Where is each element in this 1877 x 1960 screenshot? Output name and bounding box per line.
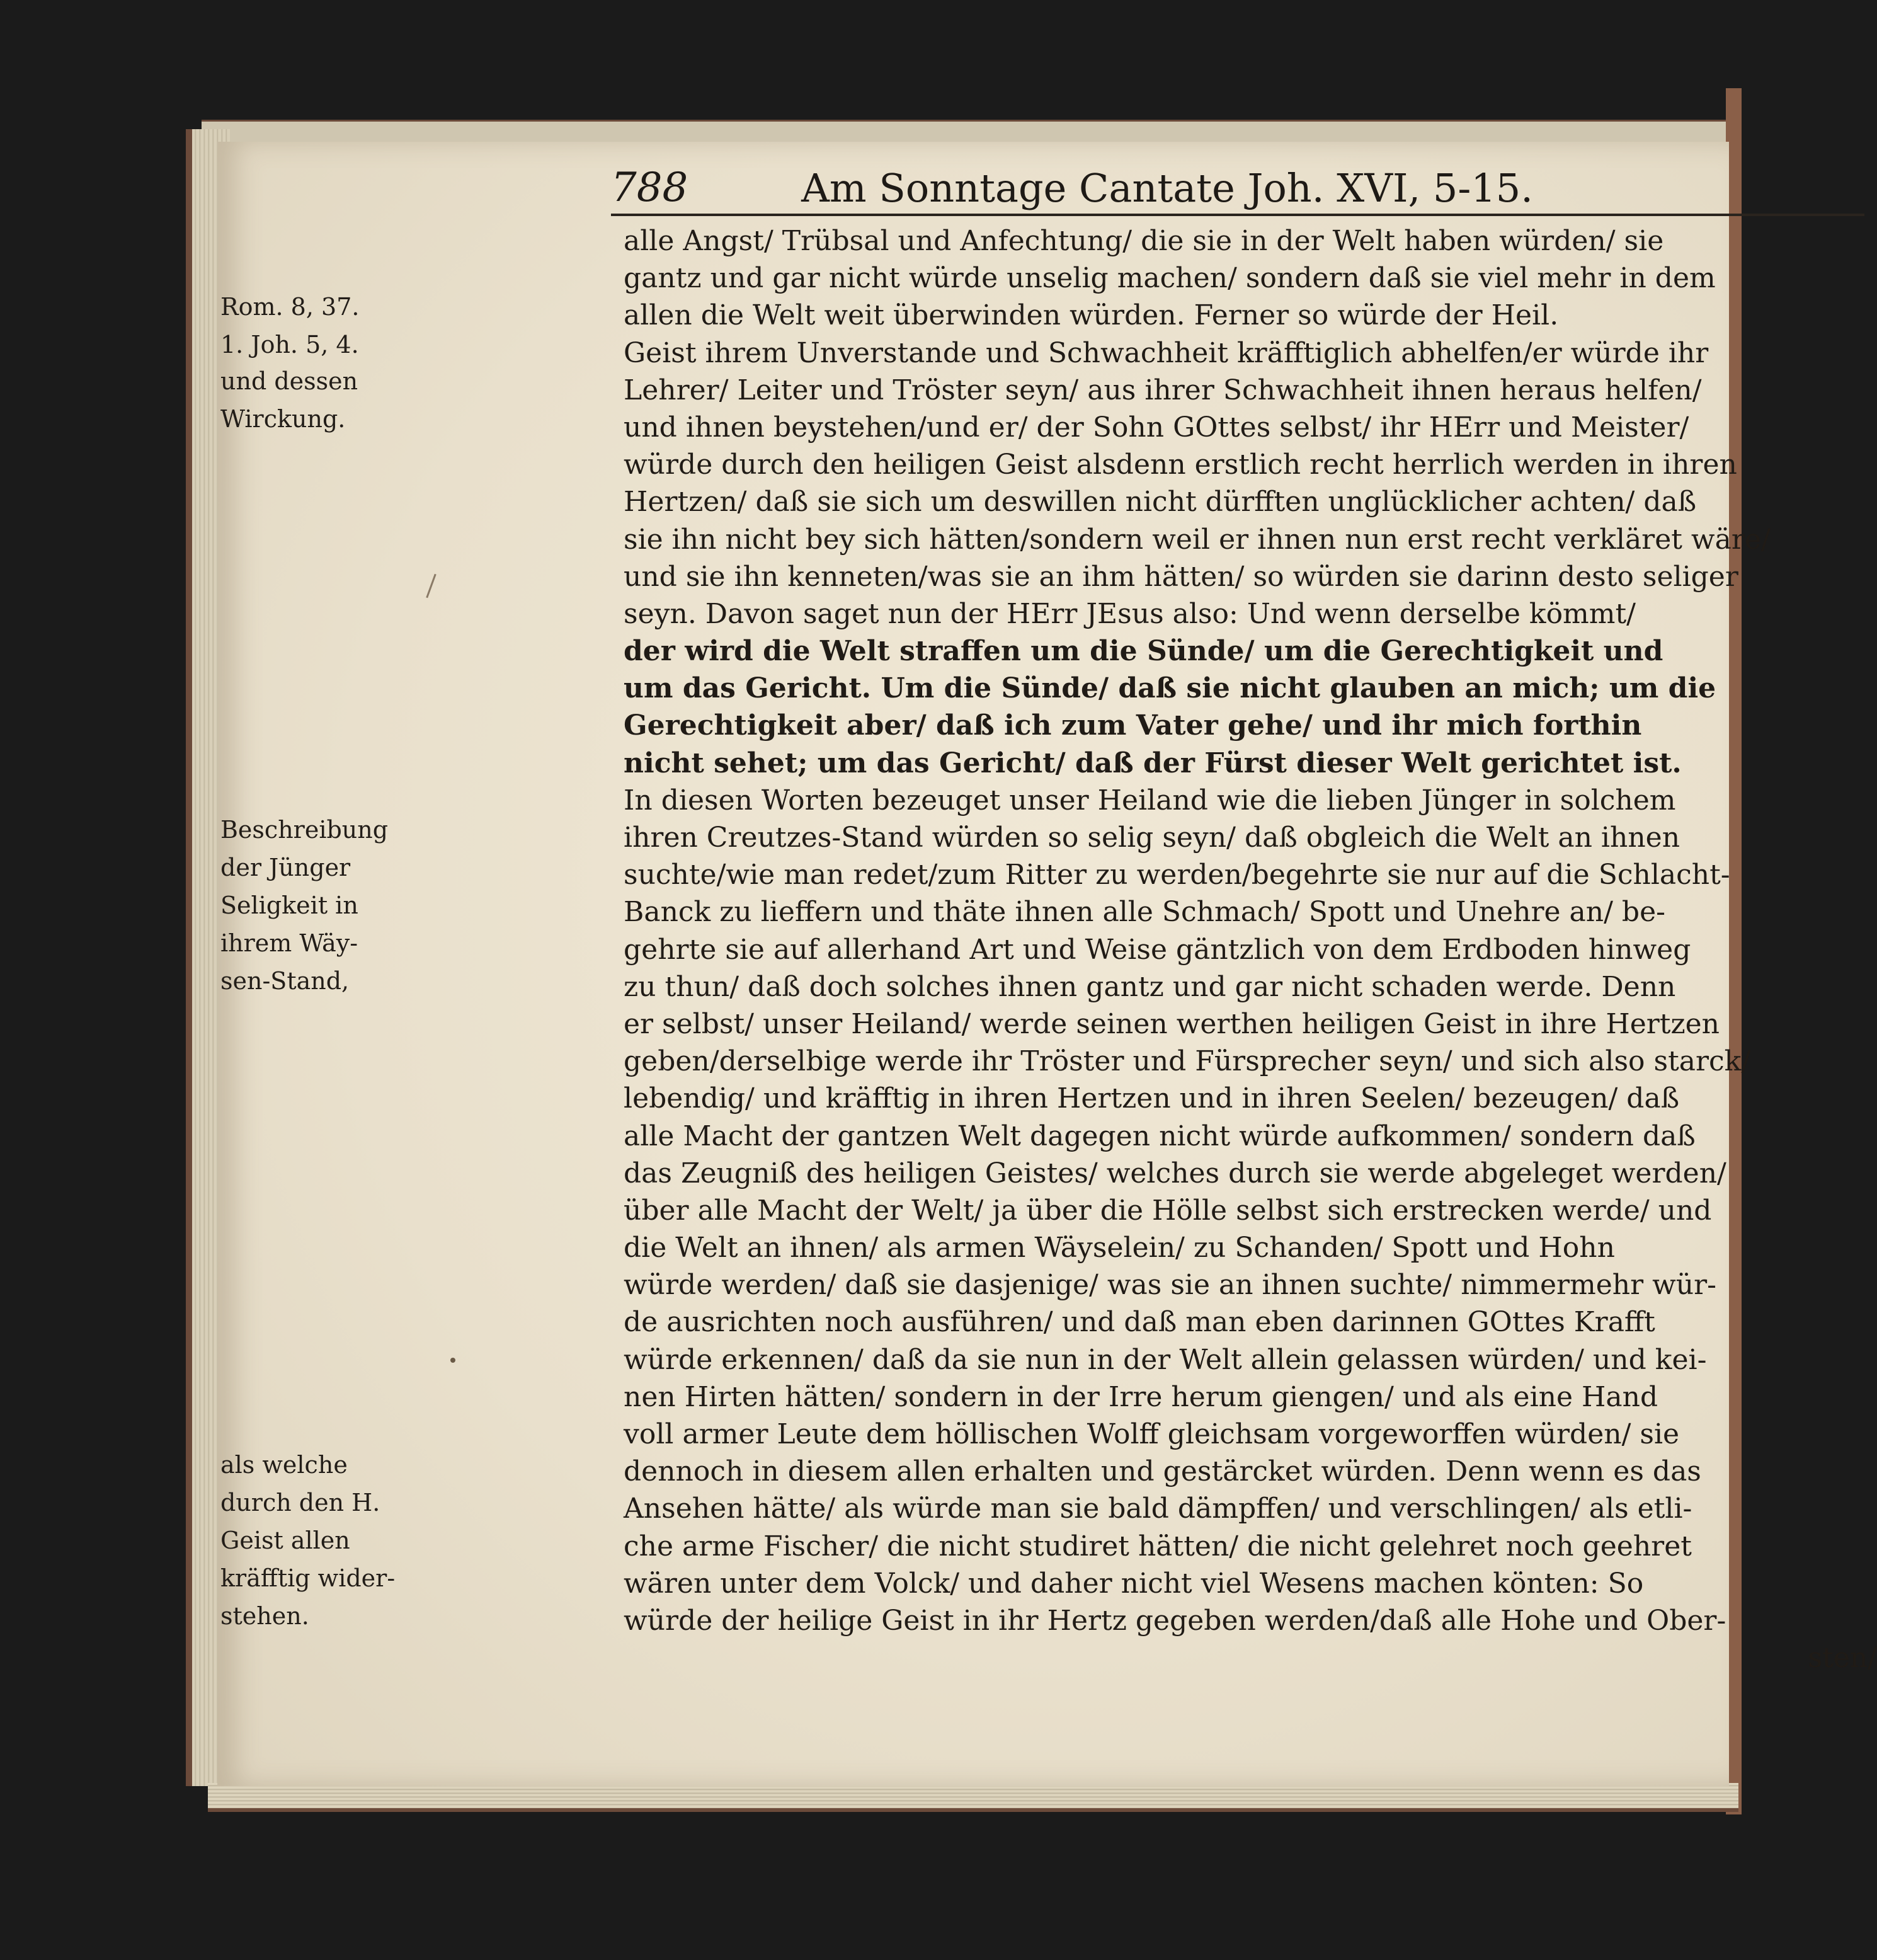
text-line: sten/ — [1808, 1642, 1877, 1675]
text-line: und ihnen beystehen/und er/ der Sohn GOttes selbst/ ihr HErr und Meister/ — [624, 411, 1689, 444]
margin-note-rom: Rom. 8, 37. 1. Joh. 5, 4. — [220, 293, 360, 358]
text-line: ihren Creutzes-Stand würden so selig seyn/ daß obgleich die Welt an ihnen — [624, 822, 1680, 854]
text-line: er selbst/ unser Heiland/ werde seinen werthen heiligen Geist in ihre Hertzen — [624, 1007, 1720, 1040]
margin-note-wirckung: und dessen Wirckung. — [220, 367, 358, 433]
margin-note-beschreibung: Beschreibung der Jünger Seligkeit in ihrem Wäy- sen-Stand, — [220, 816, 389, 995]
text-line: In diesen Worten bezeuget unser Heiland wie die lieben Jünger in solchem — [624, 784, 1676, 817]
text-line: alle Angst/ Trübsal und Anfechtung/ die sie in der Welt haben würden/ sie — [624, 225, 1664, 257]
text-line: würde durch den heiligen Geist alsdenn erstlich recht herrlich werden in ihren — [624, 449, 1737, 481]
text-line: Geist ihrem Unverstande und Schwachheit kräfftiglich abhelfen/er würde ihr — [624, 336, 1709, 369]
header-rule — [611, 214, 1864, 216]
margin-notes — [220, 142, 598, 1780]
text-line: und sie ihn kenneten/was sie an ihm hätten/ so würden sie darinn desto seliger — [624, 560, 1738, 593]
margin-note-als-welche: als welche durch den H. Geist allen kräfftig wider- stehen. — [220, 1451, 396, 1630]
text-line: de ausrichten noch ausführen/ und daß man eben darinnen GOttes Krafft — [624, 1306, 1655, 1339]
text-line: Ansehen hätte/ als würde man sie bald dämpffen/ und verschlingen/ als etli- — [624, 1493, 1692, 1525]
text-line: seyn. Davon saget nun der HErr JEsus also: Und wenn derselbe kömmt/ — [624, 597, 1636, 630]
text-line: der wird die Welt straffen um die Sünde/ um die Gerechtigkeit und — [624, 635, 1663, 668]
text-line: Hertzen/ daß sie sich um deswillen nicht dürfften unglücklicher achten/ daß — [624, 486, 1697, 519]
text-line: suchte/wie man redet/zum Ritter zu werden/begehrte sie nur auf die Schlacht- — [624, 859, 1730, 891]
running-title: Am Sonntage Cantate Joh. XVI, 5-15. — [801, 165, 1533, 211]
text-line: gehrte sie auf allerhand Art und Weise gäntzlich von dem Erdboden hinweg — [624, 933, 1691, 966]
text-line: allen die Welt weit überwinden würden. Ferner so würde der Heil. — [624, 299, 1559, 332]
body-text — [624, 222, 1877, 1676]
text-line: sie ihn nicht bey sich hätten/sondern weil er ihnen nun erst recht verkläret wäre/ — [624, 523, 1771, 556]
page-header — [611, 154, 1833, 211]
text-line: geben/derselbige werde ihr Tröster und Fürsprecher seyn/ und sich also starck/ — [624, 1045, 1751, 1078]
text-line: um das Gericht. Um die Sünde/ daß sie nicht glauben an mich; um die — [624, 672, 1716, 705]
text-line: Gerechtigkeit aber/ daß ich zum Vater gehe/ und ihr mich forthin — [624, 709, 1642, 742]
text-line: würde erkennen/ daß da sie nun in der Welt allein gelassen würden/ und kei- — [624, 1343, 1707, 1376]
text-line: nen Hirten hätten/ sondern in der Irre herum giengen/ und als eine Hand — [624, 1380, 1658, 1413]
text-line: voll armer Leute dem höllischen Wolff gleichsam vorgeworffen würden/ sie — [624, 1418, 1680, 1450]
book-page — [217, 142, 1877, 1786]
text-line: das Zeugniß des heiligen Geistes/ welches durch sie werde abgeleget werden/ — [624, 1157, 1726, 1189]
text-line: lebendig/ und kräfftig in ihren Hertzen und in ihren Seelen/ bezeugen/ daß — [624, 1082, 1680, 1115]
text-line: zu thun/ daß doch solches ihnen gantz und gar nicht schaden werde. Denn — [624, 970, 1676, 1003]
text-line: Lehrer/ Leiter und Tröster seyn/ aus ihrer Schwachheit ihnen heraus helfen/ — [624, 374, 1702, 406]
text-line: die Welt an ihnen/ als armen Wäyselein/ zu Schanden/ Spott und Hohn — [624, 1232, 1615, 1264]
page-number: 788 — [611, 164, 688, 211]
text-line: che arme Fischer/ die nicht studiret hätten/ die nicht gelehret noch geehret — [624, 1530, 1692, 1562]
text-line: dennoch in diesem allen erhalten und gestärcket würden. Denn wenn es das — [624, 1455, 1701, 1488]
text-line: würde werden/ daß sie dasjenige/ was sie an ihnen suchte/ nimmermehr wür- — [624, 1269, 1717, 1302]
text-line: alle Macht der gantzen Welt dagegen nicht würde aufkommen/ sondern daß — [624, 1120, 1696, 1152]
text-line: gantz und gar nicht würde unselig machen/ sondern daß sie viel mehr in dem — [624, 262, 1716, 295]
text-line: würde der heilige Geist in ihr Hertz gegeben werden/daß alle Hohe und Ober- — [624, 1604, 1726, 1637]
page-stack-bottom — [208, 1783, 1738, 1812]
text-line: nicht sehet; um das Gericht/ daß der Fürst dieser Welt gerichtet ist. — [624, 747, 1682, 779]
text-line: über alle Macht der Welt/ ja über die Hölle selbst sich erstrecken werde/ und — [624, 1194, 1712, 1227]
text-line: wären unter dem Volck/ und daher nicht viel Wesens machen könten: So — [624, 1567, 1644, 1600]
text-line: Banck zu lieffern und thäte ihnen alle Schmach/ Spott und Unehre an/ be- — [624, 896, 1665, 929]
